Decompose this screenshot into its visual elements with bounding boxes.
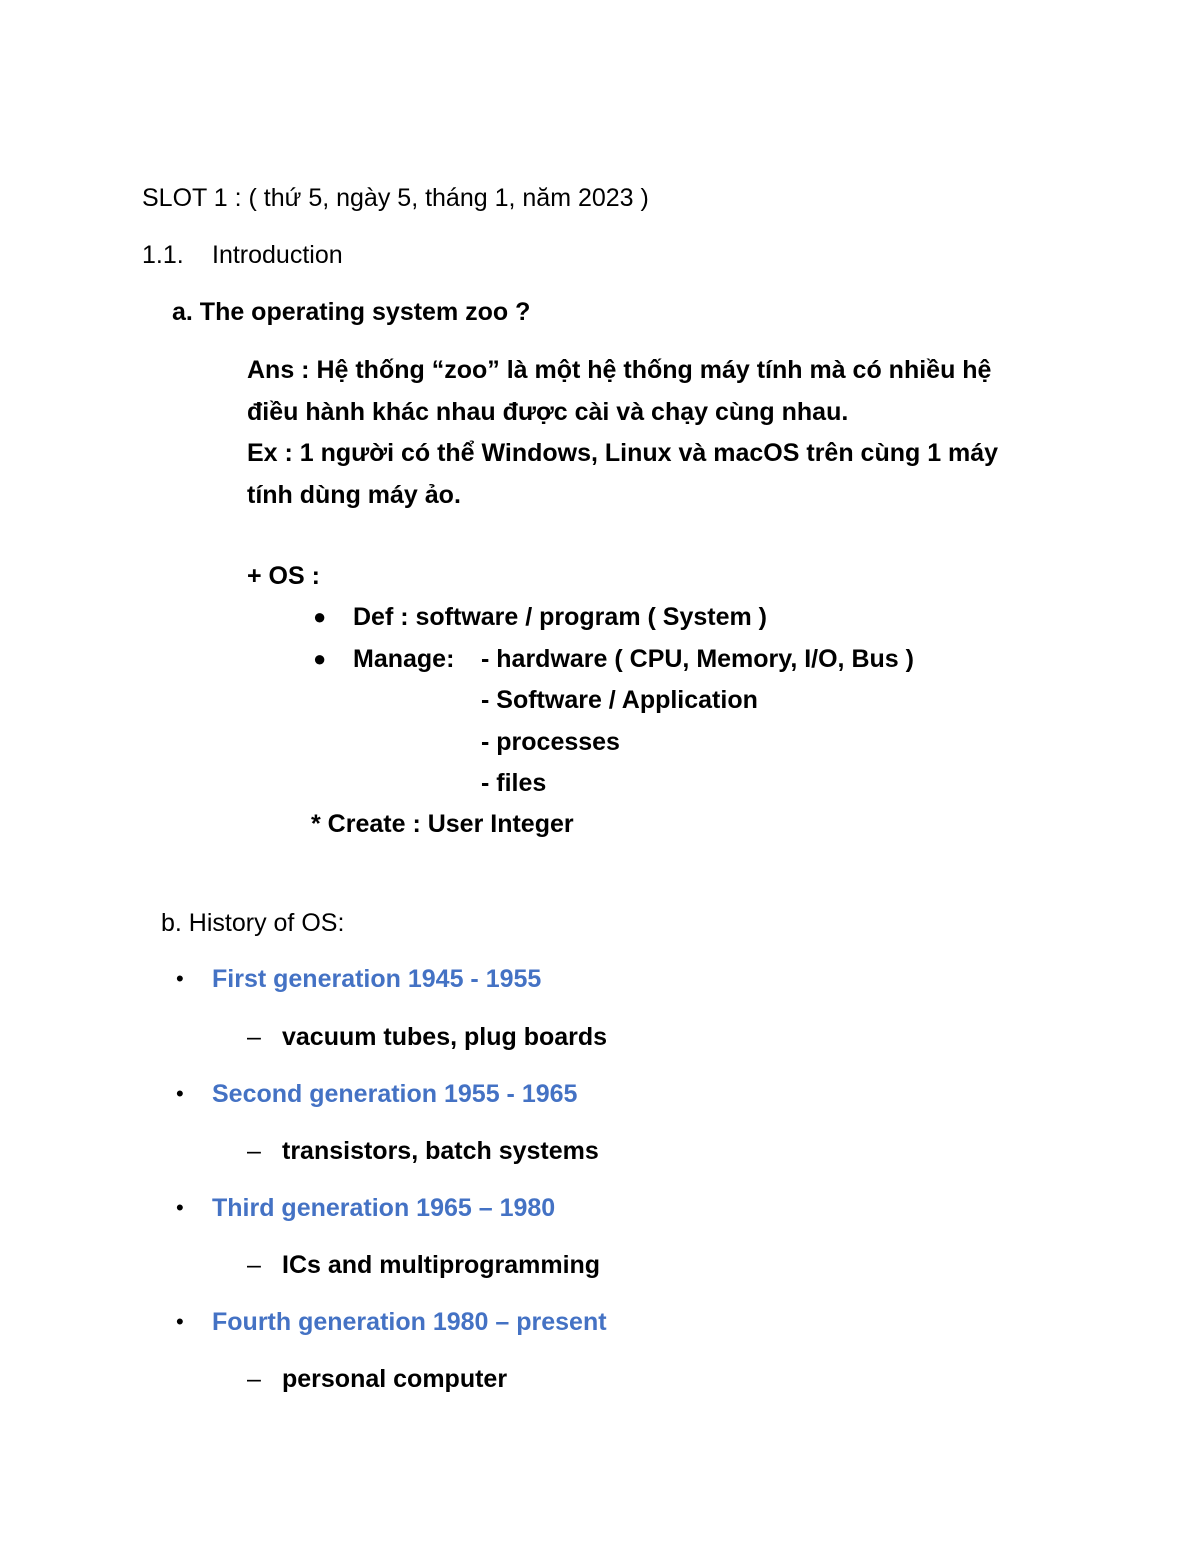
manage-item: - hardware ( CPU, Memory, I/O, Bus ) xyxy=(481,645,914,673)
dash-icon: – xyxy=(247,1023,261,1051)
section-title: Introduction xyxy=(212,241,343,269)
def-item: Def : software / program ( System ) xyxy=(353,603,767,631)
generation-title: Third generation 1965 – 1980 xyxy=(212,1194,556,1222)
bullet-icon: • xyxy=(176,1195,184,1220)
answer-line: Ans : Hệ thống “zoo” là một hệ thống máy tính mà có nhiều hệ xyxy=(247,356,992,384)
slot-heading: SLOT 1 : ( thứ 5, ngày 5, tháng 1, năm 2023 ) xyxy=(142,184,649,212)
generation-title: Second generation 1955 - 1965 xyxy=(212,1080,578,1108)
generation-title: Fourth generation 1980 – present xyxy=(212,1308,607,1336)
dash-icon: – xyxy=(247,1365,261,1393)
generation-title: First generation 1945 - 1955 xyxy=(212,965,542,993)
generation-detail: vacuum tubes, plug boards xyxy=(282,1023,608,1051)
generation-detail: transistors, batch systems xyxy=(282,1137,599,1165)
bullet-icon: • xyxy=(176,966,184,991)
section-number: 1.1. xyxy=(142,241,184,269)
dash-icon: – xyxy=(247,1137,261,1165)
part-a-title: a. The operating system zoo ? xyxy=(172,298,531,326)
generation-detail: personal computer xyxy=(282,1365,508,1393)
dash-icon: – xyxy=(247,1251,261,1279)
bullet-icon: ● xyxy=(313,604,327,629)
manage-item: - Software / Application xyxy=(481,686,758,714)
bullet-icon: • xyxy=(176,1309,184,1334)
part-b-title: b. History of OS: xyxy=(161,909,345,937)
answer-line: tính dùng máy ảo. xyxy=(247,481,461,509)
manage-label: Manage: xyxy=(353,645,455,673)
create-item: * Create : User Integer xyxy=(311,810,574,838)
answer-line: điều hành khác nhau được cài và chạy cùng nhau. xyxy=(247,398,849,426)
manage-item: - processes xyxy=(481,728,620,756)
answer-line: Ex : 1 người có thể Windows, Linux và macOS trên cùng 1 máy xyxy=(247,439,999,467)
os-label: + OS : xyxy=(247,562,320,590)
manage-item: - files xyxy=(481,769,547,797)
bullet-icon: ● xyxy=(313,646,327,671)
bullet-icon: • xyxy=(176,1081,184,1106)
generation-detail: ICs and multiprogramming xyxy=(282,1251,601,1279)
